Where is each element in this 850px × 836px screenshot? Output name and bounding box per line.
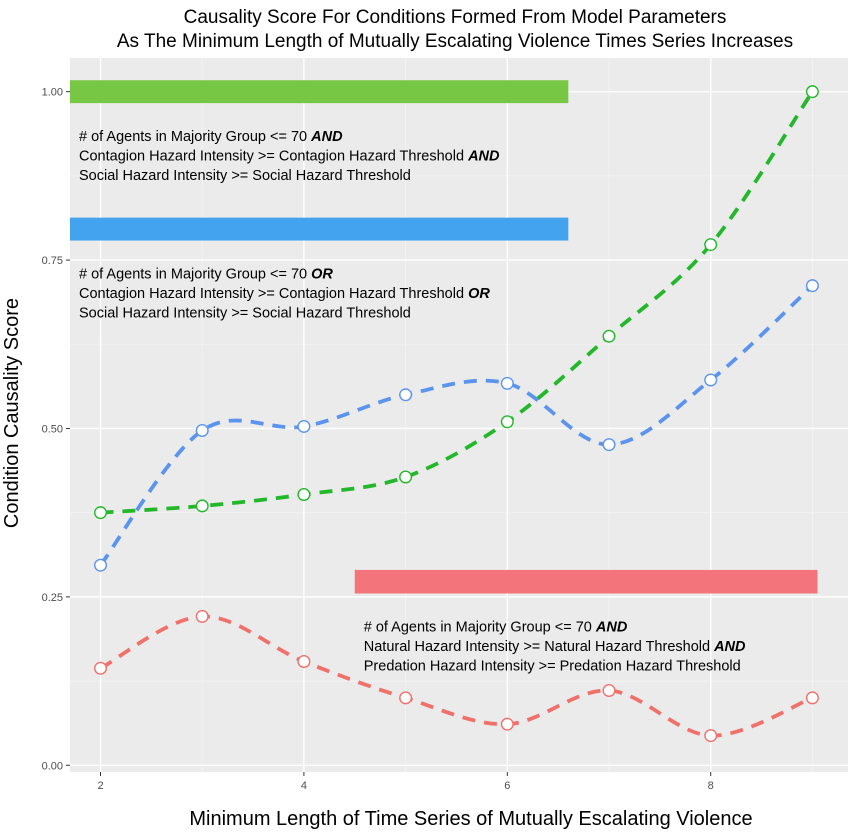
y-tick-label: 0.25 xyxy=(41,591,63,604)
and_natural_predation-point xyxy=(95,662,107,674)
green_box-text-line: Contagion Hazard Intensity >= Contagion Hazard Threshold AND xyxy=(79,148,500,165)
and_natural_predation-point xyxy=(298,656,310,668)
and_natural_predation-point xyxy=(705,730,717,742)
red_box-text-line: Predation Hazard Intensity >= Predation Hazard Threshold xyxy=(363,658,741,675)
or_contagion_social-point xyxy=(298,421,310,433)
and_contagion_social-point xyxy=(502,416,514,428)
chart-title-line-1: Causality Score For Conditions Formed From Model Parameters xyxy=(183,7,727,28)
and_contagion_social-point xyxy=(603,330,615,342)
and_contagion_social-point xyxy=(400,471,412,483)
blue_box-text-line: Contagion Hazard Intensity >= Contagion Hazard Threshold OR xyxy=(79,286,490,303)
y-tick-label: 0.50 xyxy=(41,423,63,436)
blue_box-text-line: # of Agents in Majority Group <= 70 OR xyxy=(79,266,333,283)
or_contagion_social-point xyxy=(705,374,717,386)
or_contagion_social-point xyxy=(95,559,107,571)
and_contagion_social-point xyxy=(705,239,717,251)
red_box-text-line: # of Agents in Majority Group <= 70 AND xyxy=(363,619,628,636)
blue_box-bar xyxy=(70,218,568,241)
or_contagion_social-point xyxy=(807,280,819,292)
y-tick-label: 0.00 xyxy=(41,760,63,773)
y-axis-title: Condition Causality Score xyxy=(1,297,23,529)
x-tick-label: 6 xyxy=(504,780,511,792)
y-tick-label: 1.00 xyxy=(41,86,63,99)
green_box-text-line: Social Hazard Intensity >= Social Hazard Threshold xyxy=(79,168,411,185)
and_contagion_social-point xyxy=(95,507,107,519)
or_contagion_social-point xyxy=(400,389,412,401)
and_contagion_social-point xyxy=(196,500,208,512)
and_contagion_social-point xyxy=(298,489,310,501)
y-tick-label: 0.75 xyxy=(41,255,63,268)
x-tick-label: 8 xyxy=(707,780,714,792)
green_box-bar xyxy=(70,80,568,103)
or_contagion_social-point xyxy=(502,378,514,390)
x-tick-label: 4 xyxy=(300,780,307,792)
and_natural_predation-point xyxy=(196,611,208,623)
and_natural_predation-point xyxy=(807,692,819,704)
and_natural_predation-point xyxy=(603,685,615,697)
red_box-bar xyxy=(355,570,818,594)
and_natural_predation-point xyxy=(502,718,514,730)
green_box-text-line: # of Agents in Majority Group <= 70 AND xyxy=(79,129,343,146)
or_contagion_social-point xyxy=(196,425,208,437)
x-axis-title: Minimum Length of Time Series of Mutually Escalating Violence xyxy=(189,808,753,830)
and_contagion_social-point xyxy=(807,86,819,98)
x-tick-label: 2 xyxy=(97,780,104,792)
or_contagion_social-point xyxy=(603,439,615,451)
and_natural_predation-point xyxy=(400,692,412,704)
blue_box-text-line: Social Hazard Intensity >= Social Hazard Threshold xyxy=(79,305,411,322)
chart-title-line-2: As The Minimum Length of Mutually Escalating Violence Times Series Increases xyxy=(116,31,794,52)
red_box-text-line: Natural Hazard Intensity >= Natural Hazard Threshold AND xyxy=(363,639,746,655)
